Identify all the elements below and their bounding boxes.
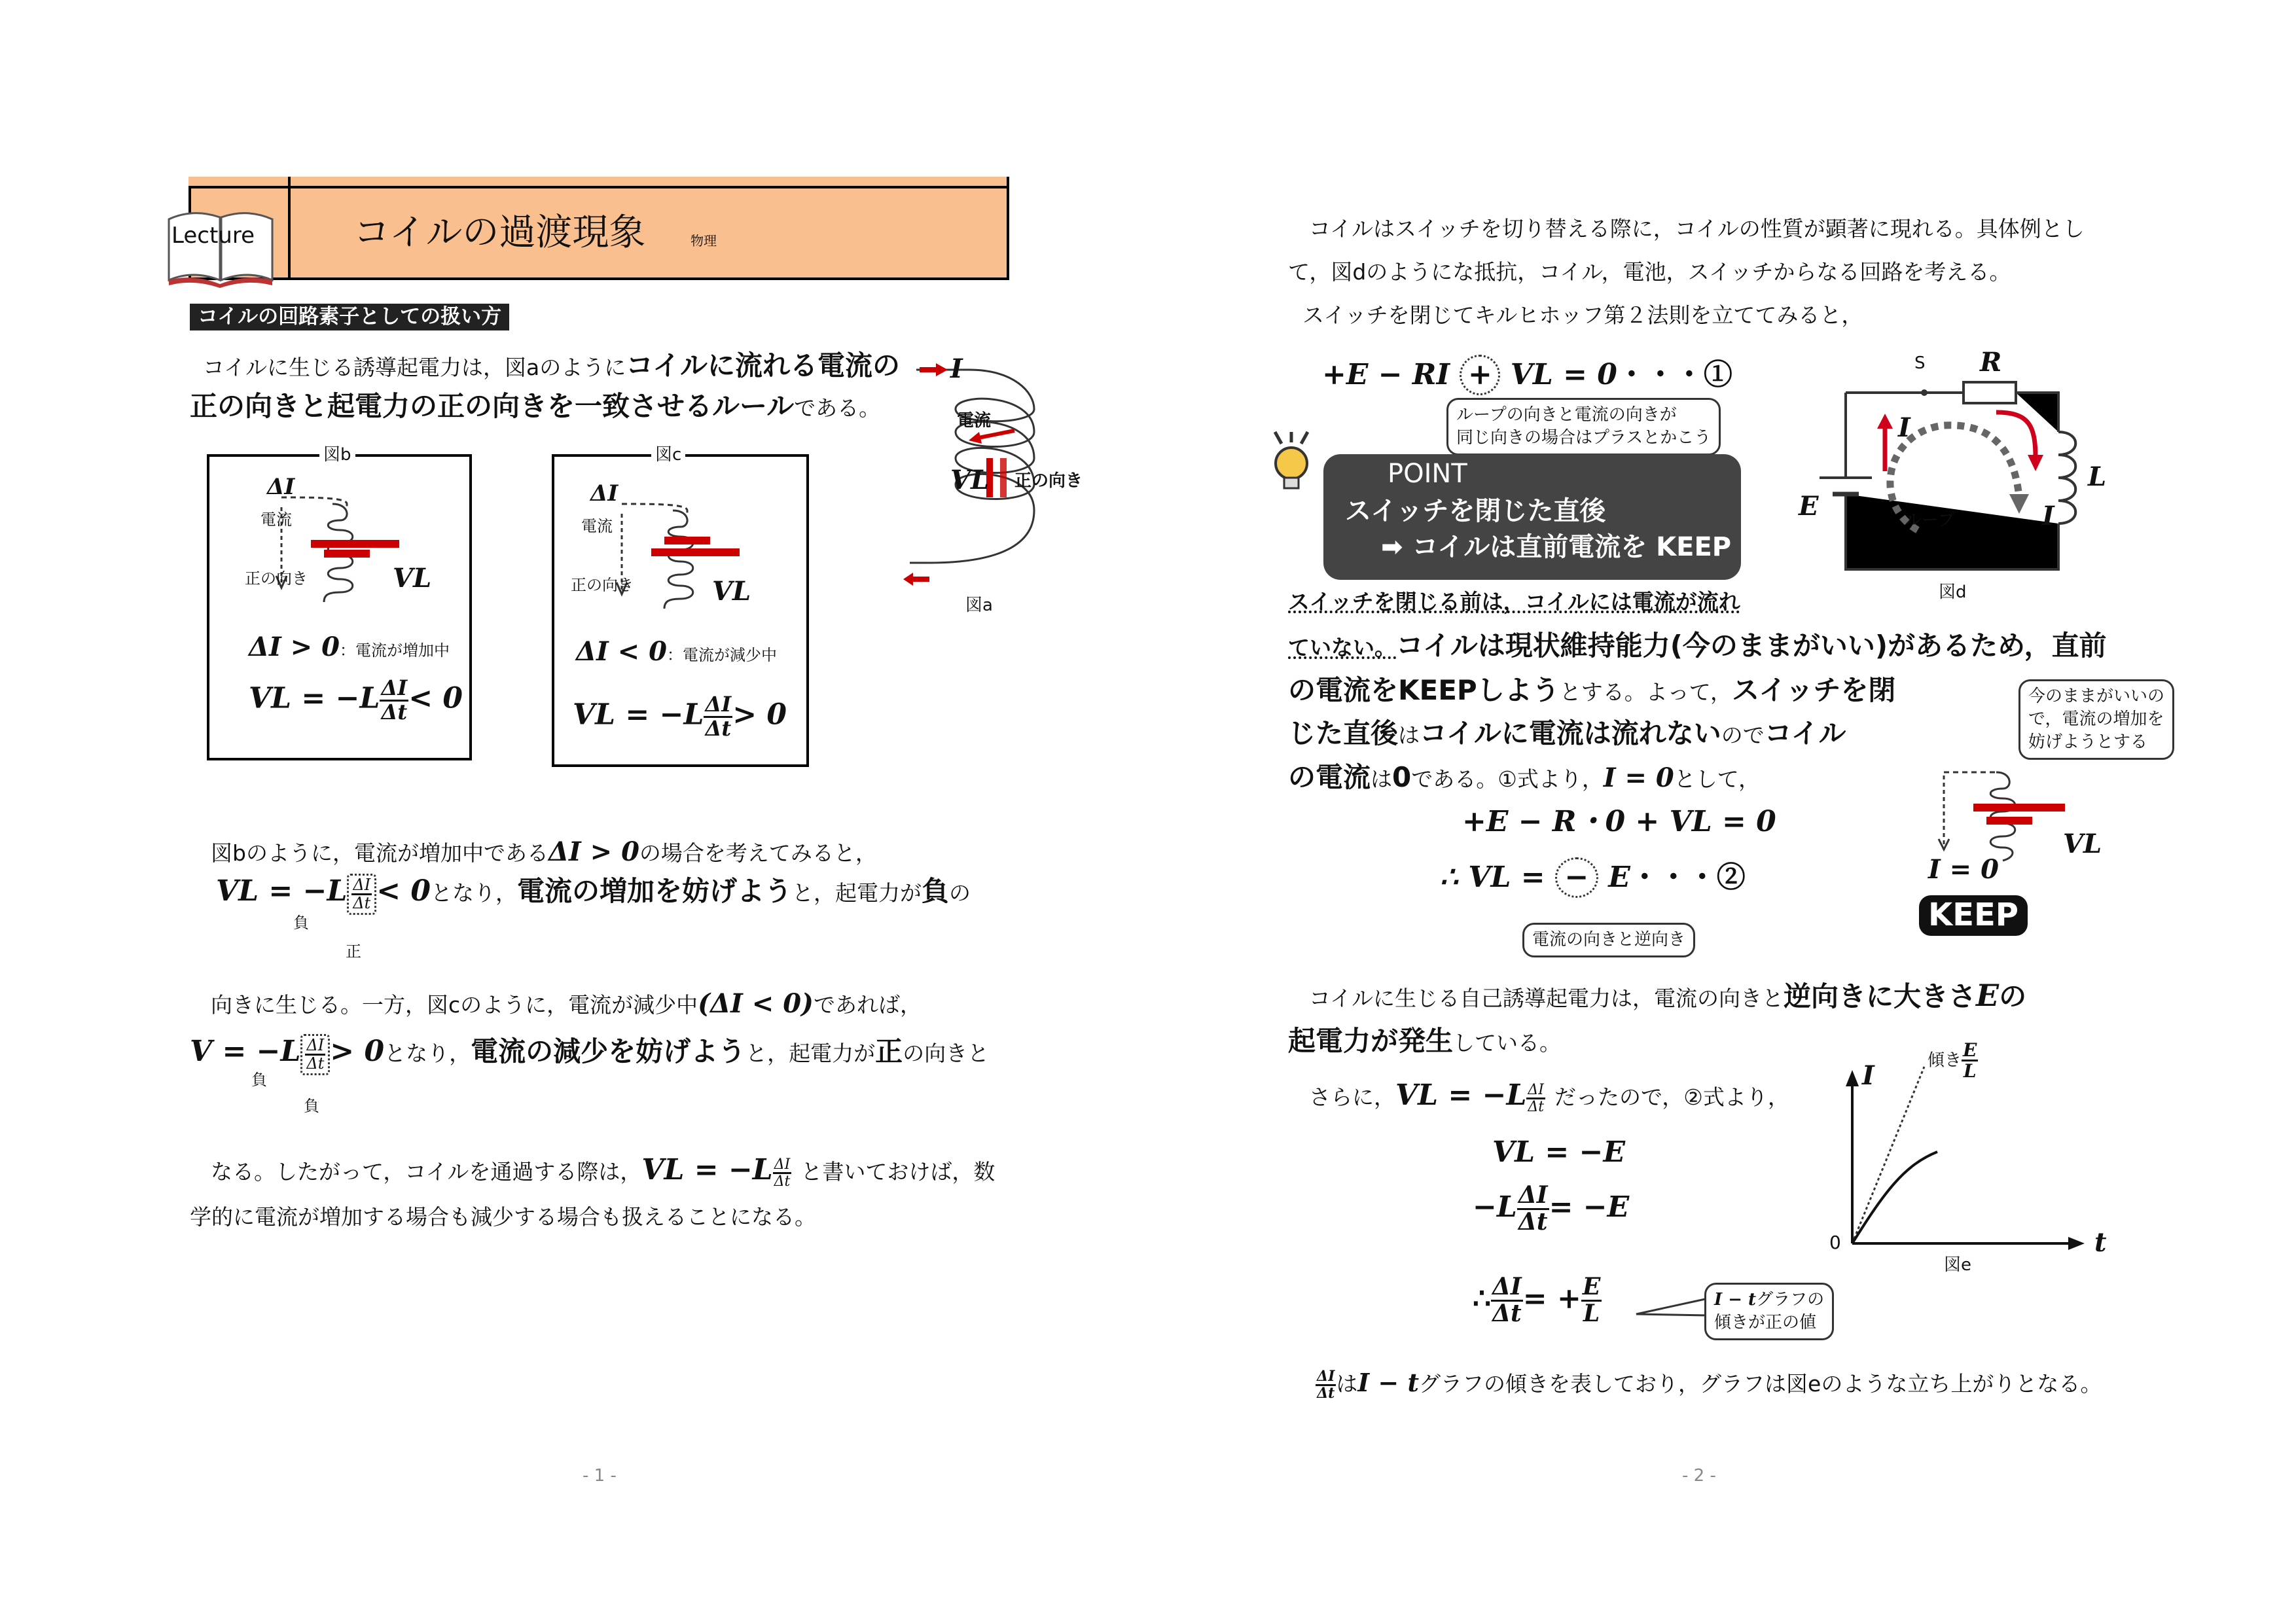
- para-2: 向きに生じる。一方，図cのように，電流が減少中(ΔI < 0)であれば，: [211, 988, 922, 1019]
- point-line-2: ➡ コイルは直前電流を KEEP: [1381, 532, 1732, 562]
- fig-c-current: 電流: [581, 517, 613, 535]
- callout-keep-current: 今のままがいいの で，電流の増加を 妨げようとする: [2018, 679, 2174, 760]
- point-line-1: スイッチを閉じた直後: [1345, 496, 1606, 526]
- fig-c-VL: VL: [712, 576, 751, 607]
- fig-b-equation: VL = −L $\frac{\Delta I}{\Delta t}$ < 0: [249, 675, 463, 724]
- page-number-2: - 2 -: [1682, 1466, 1716, 1486]
- page-title: コイルの過渡現象: [353, 211, 646, 254]
- page-number-1: - 1 -: [583, 1466, 617, 1486]
- fig-d-loop: ループ: [1905, 510, 1955, 530]
- callout-loop-direction: ループの向きと電流の向きが 同じ向きの場合はプラスとかこう: [1446, 398, 1721, 455]
- r-para-4b: 起電力が発生している。: [1288, 1025, 1562, 1057]
- equation-2: V = −L $\frac{\Delta I}{\Delta t}$ > 0となり，電流の減少を妨げようと，起電力が正の向きと: [190, 1034, 989, 1075]
- r-body-4: じた直後はコイルに電流は流れないのでコイル: [1288, 717, 1846, 749]
- fig-b-dI: ΔI: [267, 474, 295, 500]
- keep-I0: I = 0: [1928, 854, 1999, 885]
- fig-d-I1: I: [1898, 412, 1910, 443]
- r-body-5: の電流は0である。①式より，I = 0として，: [1288, 761, 1761, 793]
- fig-a-caption: 図a: [965, 596, 993, 615]
- r-para-4a: コイルに生じる自己誘導起電力は，電流の向きと逆向きに大きさEの: [1309, 978, 2027, 1013]
- r-equation-3: ∴ VL = − E・・・②: [1440, 857, 1746, 898]
- fig-e-x-label: t: [2094, 1227, 2107, 1258]
- fig-b-positive: 正の向き: [245, 569, 308, 588]
- plus-circle: +: [1460, 355, 1500, 395]
- minus-circle: −: [1555, 857, 1598, 898]
- r-equation-1: +E − RI + VL = 0・・・①: [1322, 355, 1732, 395]
- eq2-sub-neg: 負: [251, 1071, 267, 1089]
- subject-label: 物理: [691, 233, 717, 249]
- fig-e-caption: 図e: [1944, 1255, 1971, 1275]
- fig-a-VL: VL: [950, 465, 990, 495]
- r-para-5: さらに，VL = −L $\frac{\Delta I}{\Delta t}$ だったので，②式より，: [1309, 1079, 1789, 1115]
- callout-slope-positive: I − tグラフの 傾きが正の値: [1704, 1283, 1834, 1340]
- para-4: 学的に電流が増加する場合も減少する場合も扱えることになる。: [190, 1204, 816, 1230]
- fig-b-VL: VL: [393, 563, 432, 594]
- figure-d: [1793, 347, 2108, 602]
- header-divider: [288, 177, 291, 277]
- fig-e-y-label: I: [1862, 1060, 1874, 1091]
- eq1-sub-pos: 正: [346, 942, 361, 961]
- r-para-6: $\frac{\Delta I}{\Delta t}$ はI − tグラフの傾きを表しており，グラフは図eのような立ち上がりとなる。: [1317, 1367, 2102, 1402]
- para-1: 図bのように，電流が増加中であるΔI > 0の場合を考えてみると，: [211, 836, 877, 867]
- fig-e-origin: 0: [1829, 1232, 1841, 1253]
- r-para-1: コイルはスイッチを切り替える際に，コイルの性質が顕著に現れる。具体例とし: [1309, 216, 2085, 241]
- figure-a: [903, 353, 1113, 628]
- callout-4-pointer: [1636, 1296, 1708, 1322]
- section-title: コイルの回路素子としての扱い方: [190, 304, 509, 330]
- para-3: なる。したがって，コイルを通過する際は，VL = −L $\frac{\Delta I}{\Delta t}$ と書いておけば，数: [211, 1153, 996, 1190]
- intro-line-1: コイルに生じる誘導起電力は，図aのようにコイルに流れる電流の: [203, 349, 900, 382]
- fig-d-S: S: [1914, 353, 1926, 373]
- r-body-3: の電流をKEEPしようとする。よって，スイッチを閉: [1288, 674, 1896, 706]
- fig-a-positive: 正の向き: [1014, 471, 1083, 491]
- intro-line-2: 正の向きと起電力の正の向きを一致させるルールである。: [190, 390, 881, 422]
- fig-d-R: R: [1980, 347, 2002, 378]
- callout-reverse-direction: 電流の向きと逆向き: [1522, 923, 1695, 957]
- r-para-2: て，図dのようにな抵抗，コイル，電池，スイッチからなる回路を考える。: [1288, 259, 2011, 285]
- fig-b-condition: ΔI > 0：電流が増加中: [249, 632, 450, 662]
- lecture-label: Lecture: [171, 223, 255, 249]
- keep-badge: KEEP: [1919, 895, 2028, 936]
- point-title: POINT: [1388, 459, 1467, 489]
- r-equation-6: ∴ $\frac{\Delta I}{\Delta t}$ = + $\frac{E}{L}$: [1473, 1273, 1601, 1327]
- fig-d-E: E: [1799, 491, 1819, 522]
- r-equation-2: +E − R・0 + VL = 0: [1462, 805, 1776, 838]
- fig-e-slope-label: 傾き $\frac{E}{L}$: [1928, 1039, 1977, 1082]
- r-body-2: ていない。コイルは現状維持能力(今のままがいい)があるため，直前: [1288, 630, 2107, 662]
- fig-c-equation: VL = −L $\frac{\Delta I}{\Delta t}$ > 0: [573, 692, 787, 741]
- fig-d-caption: 図d: [1939, 582, 1967, 602]
- eq2-sub-neg2: 負: [304, 1097, 319, 1115]
- header-top-strip: [188, 177, 1007, 188]
- equation-1: VL = −L $\frac{\Delta I}{\Delta t}$ < 0となり，電流の増加を妨げようと，起電力が負の: [216, 874, 971, 915]
- r-equation-5: −L $\frac{\Delta I}{\Delta t}$ = −E: [1473, 1181, 1630, 1236]
- fig-d-I2: I: [2042, 501, 2054, 531]
- figure-e: [1826, 1039, 2114, 1283]
- r-equation-4: VL = −E: [1492, 1135, 1625, 1169]
- fig-a-I: I: [950, 353, 963, 384]
- fig-a-current: 電流: [957, 411, 992, 431]
- eq1-sub-neg: 負: [293, 914, 309, 932]
- keep-VL: VL: [2063, 829, 2102, 859]
- r-para-3: スイッチを閉じてキルヒホッフ第２法則を立ててみると，: [1302, 302, 1863, 328]
- lightbulb-icon: [1268, 432, 1314, 497]
- fig-c-positive: 正の向き: [571, 576, 634, 594]
- r-body-1: スイッチを閉じる前は，コイルには電流が流れ: [1288, 589, 1740, 615]
- fig-c-caption: 図c: [651, 445, 685, 465]
- fig-c-dI: ΔI: [590, 480, 619, 507]
- fig-d-L: L: [2088, 461, 2107, 492]
- fig-b-caption: 図b: [319, 445, 355, 465]
- fig-c-condition: ΔI < 0：電流が減少中: [576, 636, 777, 667]
- fig-b-current: 電流: [260, 510, 292, 529]
